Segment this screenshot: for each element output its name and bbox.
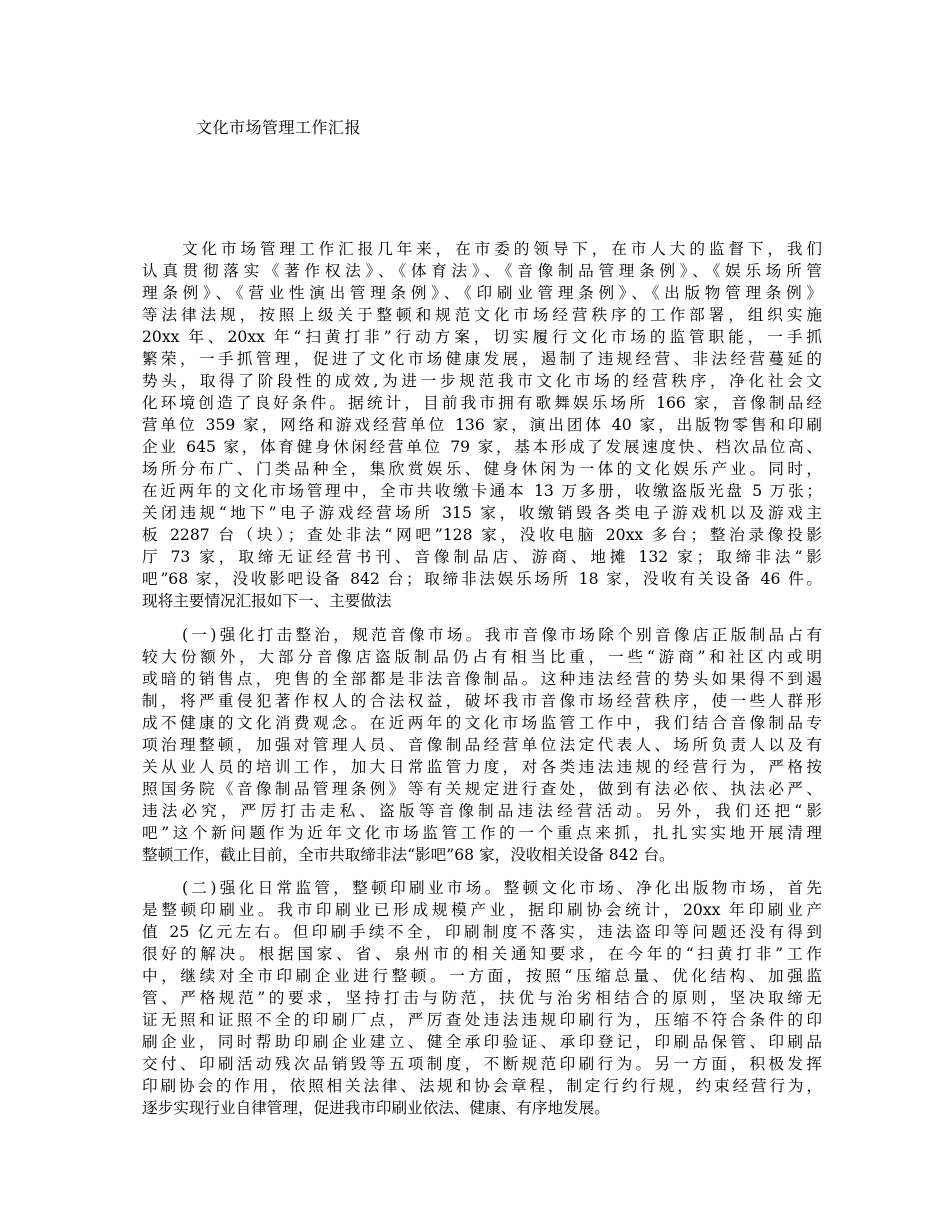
text-line: 违法必究，严厉打击走私、盗版等音像制品违法经营活动。另外，我们还把“影 bbox=[142, 802, 822, 820]
text-line: 照国务院《音像制品管理条例》等有关规定进行查处，做到有法必依、执法必严、 bbox=[142, 780, 822, 798]
text-line: 企业 645 家，体育健身休闲经营单位 79 家，基本形成了发展速度快、档次品位高、 bbox=[142, 438, 822, 456]
text-line: 很好的解决。根据国家、省、泉州市的相关通知要求，在今年的“扫黄打非”工作 bbox=[142, 945, 822, 963]
text-line: 项治理整顿，加强对管理人员、音像制品经营单位法定代表人、场所负责人以及有 bbox=[142, 736, 822, 754]
text-line: 厅 73 家，取缔无证经营书刊、音像制品店、游商、地摊 132 家；取缔非法“影 bbox=[142, 548, 822, 566]
text-line: 成不健康的文化消费观念。在近两年的文化市场监管工作中，我们结合音像制品专 bbox=[142, 714, 822, 732]
text-line: 刷企业，同时帮助印刷企业建立、健全承印验证、承印登记，印刷品保管、印刷品 bbox=[142, 1033, 822, 1051]
text-line: 势头，取得了阶段性的成效,为进一步规范我市文化市场的经营秩序，净化社会文 bbox=[142, 372, 822, 390]
text-line: 繁荣，一手抓管理，促进了文化市场健康发展，遏制了违规经营、非法经营蔓延的 bbox=[142, 350, 822, 368]
text-line: 吧”68 家，没收影吧设备 842 台；取缔非法娱乐场所 18 家，没收有关设备 46 件。 bbox=[142, 570, 822, 588]
text-line: 关闭违规“地下”电子游戏经营场所 315 家，收缴销毁各类电子游戏机以及游戏主 bbox=[142, 504, 822, 522]
text-line: 20xx 年、20xx 年“扫黄打非”行动方案，切实履行文化市场的监管职能，一手抓 bbox=[142, 328, 822, 346]
text-line: 认真贯彻落实《著作权法》、《体育法》、《音像制品管理条例》、《娱乐场所管 bbox=[142, 262, 822, 280]
text-line: 板 2287 台（块）；查处非法“网吧”128 家，没收电脑 20xx 多台；整治录像投影 bbox=[142, 526, 822, 544]
text-line: 现将主要情况汇报如下一、主要做法 bbox=[142, 592, 392, 610]
text-line: 吧”这个新问题作为近年文化市场监管工作的一个重点来抓，扎扎实实地开展清理 bbox=[142, 824, 822, 842]
text-line: 等法律法规，按照上级关于整顿和规范文化市场经营秩序的工作部署，组织实施 bbox=[142, 306, 822, 324]
text-line: 关从业人员的培训工作，加大日常监管力度，对各类违法违规的经营行为，严格按 bbox=[142, 758, 822, 776]
text-line: 交付、印刷活动残次品销毁等五项制度，不断规范印刷行为。另一方面，积极发挥 bbox=[142, 1055, 822, 1073]
paragraph-audio-video-market bbox=[142, 624, 822, 866]
text-line: 值 25 亿元左右。但印刷手续不全，印刷制度不落实，违法盗印等问题还没有得到 bbox=[142, 923, 822, 941]
text-line: 营单位 359 家，网络和游戏经营单位 136 家，演出团体 40 家，出版物零售和印刷 bbox=[142, 416, 822, 434]
text-line: (一)强化打击整治，规范音像市场。我市音像市场除个别音像店正版制品占有 bbox=[182, 626, 822, 644]
text-line: 或暗的销售点，兜售的全部都是非法音像制品。这种违法经营的势头如果得不到遏 bbox=[142, 670, 822, 688]
text-line: 中，继续对全市印刷企业进行整顿。一方面，按照“压缩总量、优化结构、加强监 bbox=[142, 967, 822, 985]
text-line: 管、严格规范”的要求，坚持打击与防范，扶优与治劣相结合的原则，坚决取缔无 bbox=[142, 989, 822, 1007]
text-line: 逐步实现行业自律管理，促进我市印刷业依法、健康、有序地发展。 bbox=[142, 1099, 610, 1117]
text-line: 是整顿印刷业。我市印刷业已形成规模产业，据印刷协会统计，20xx 年印刷业产 bbox=[142, 901, 822, 919]
text-line: 整顿工作，截止目前，全市共取缔非法“影吧”68 家，没收相关设备 842 台。 bbox=[142, 846, 675, 864]
text-line: 文化市场管理工作汇报几年来，在市委的领导下，在市人大的监督下，我们 bbox=[182, 240, 822, 258]
paragraph-intro bbox=[142, 238, 822, 612]
text-line: 证无照和证照不全的印刷厂点，严厉查处违法违规印刷行为，压缩不符合条件的印 bbox=[142, 1011, 822, 1029]
text-line: 理条例》、《营业性演出管理条例》、《印刷业管理条例》、《出版物管理条例》 bbox=[142, 284, 822, 302]
document-title: 文化市场管理工作汇报 bbox=[196, 118, 362, 137]
text-line: 较大份额外，大部分音像店盗版制品仍占有相当比重，一些“游商”和社区内或明 bbox=[142, 648, 822, 666]
paragraph-printing-market bbox=[142, 877, 822, 1119]
text-line: 在近两年的文化市场管理中，全市共收缴卡通本 13 万多册，收缴盗版光盘 5 万张； bbox=[142, 482, 822, 500]
text-line: (二)强化日常监管，整顿印刷业市场。整顿文化市场、净化出版物市场，首先 bbox=[182, 879, 822, 897]
text-line: 场所分布广、门类品种全，集欣赏娱乐、健身休闲为一体的文化娱乐产业。同时， bbox=[142, 460, 822, 478]
text-line: 制，将严重侵犯著作权人的合法权益，破坏我市音像市场经营秩序，使一些人群形 bbox=[142, 692, 822, 710]
text-line: 化环境创造了良好条件。据统计，目前我市拥有歌舞娱乐场所 166 家，音像制品经 bbox=[142, 394, 822, 412]
text-line: 印刷协会的作用，依照相关法律、法规和协会章程，制定行约行规，约束经营行为， bbox=[142, 1077, 822, 1095]
